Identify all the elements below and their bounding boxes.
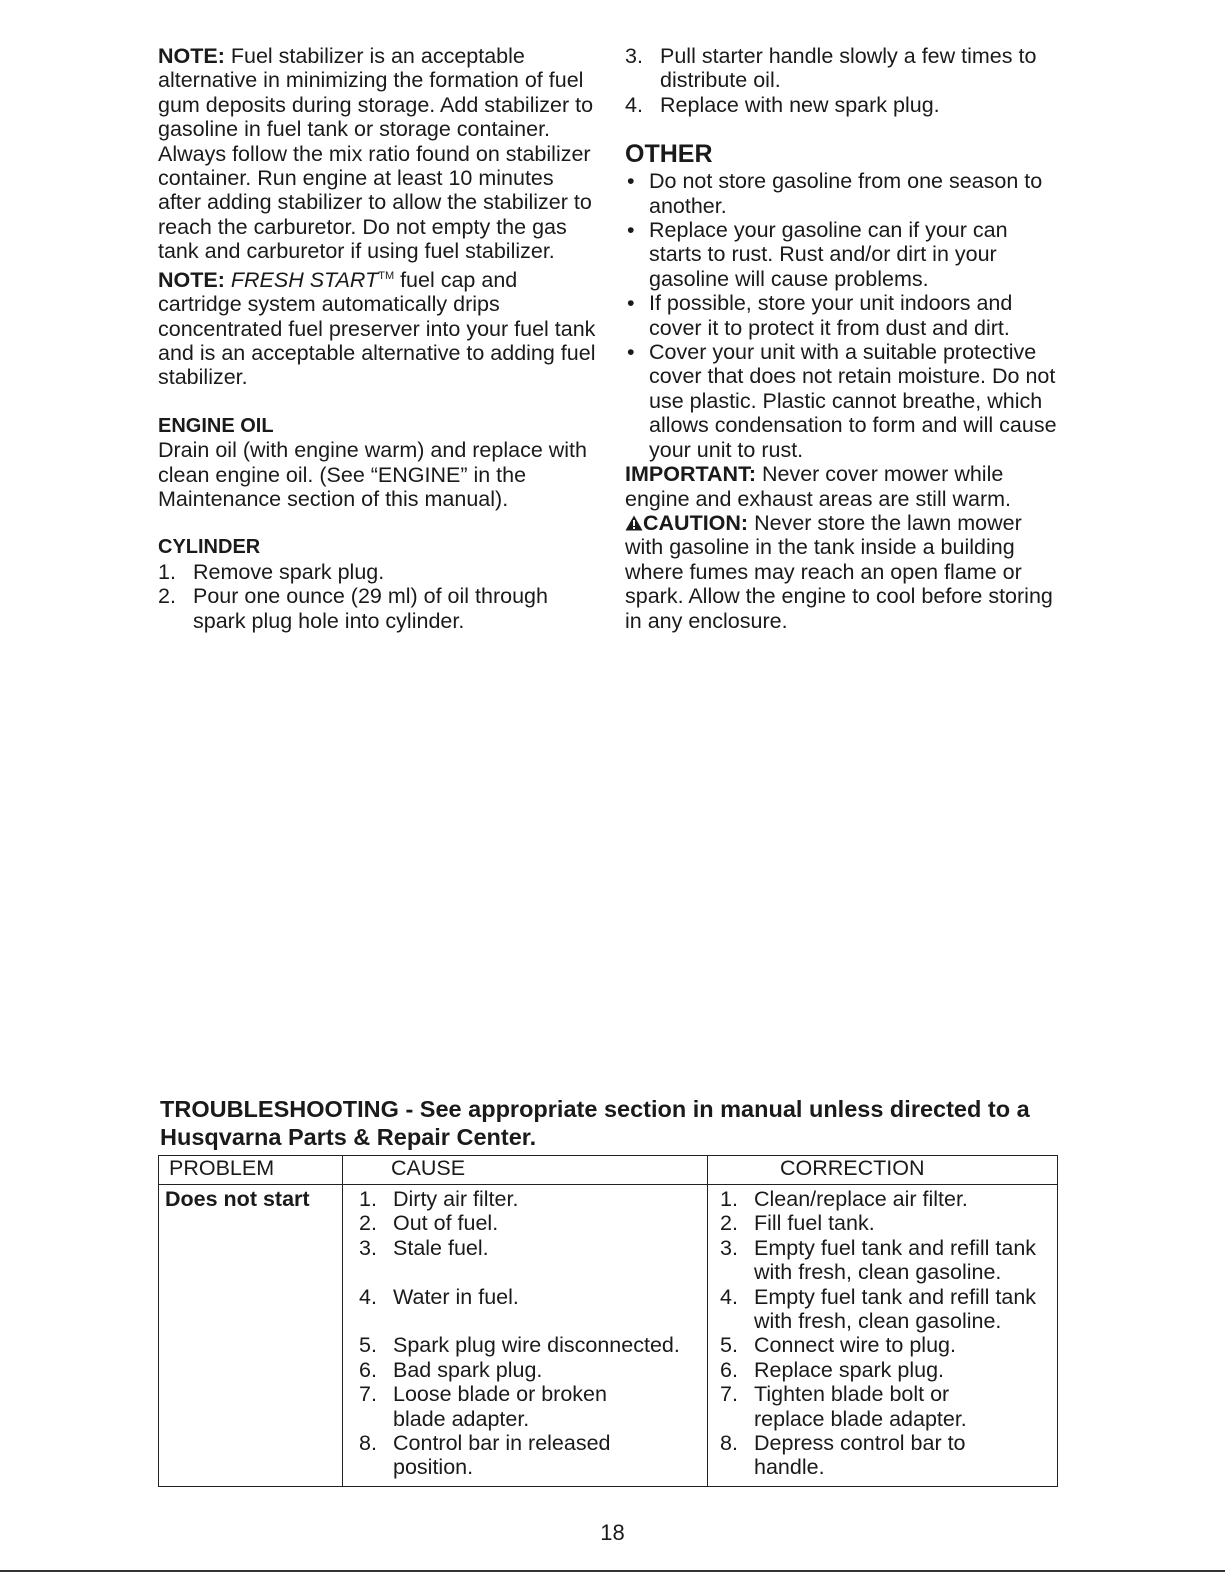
item-text: Replace spark plug. [754,1357,945,1382]
list-item [158,560,598,584]
cylinder-steps-continued [625,44,1065,117]
list-item [720,1382,984,1431]
list-item [625,291,1065,340]
important-text: Never cover mower while engine and exhaust areas are still warm. [625,462,1012,511]
caution-note [625,511,1065,633]
engine-oil-heading: ENGINE OIL [158,414,274,437]
item-number: 3. [359,1235,377,1260]
engine-oil-text: Drain oil (with engine warm) and replace with clean engine oil. (See “ENGINE” in the Maintenance section of this manual). [158,438,587,512]
header-cause: CAUSE [343,1156,708,1185]
item-number: 4. [720,1284,738,1309]
step-text: Pull starter handle slowly a few times to distribute oil. [660,44,1037,93]
note-text: fuel cap and cartridge system automatically drips concentrated fuel preserver into your fuel tank and is an acceptable alternative to adding fuel stabilizer. [158,267,596,390]
item-number: 7. [720,1382,738,1407]
step-text: Replace with new spark plug. [660,92,940,117]
table-row [159,1185,1058,1487]
item-text: Cover your unit with a suitable protective cover that does not retain moisture. Do not use plastic. Plastic cannot breathe, which allows condensation to form and will cause your unit to rust. [649,340,1057,462]
item-text: Stale fuel. [393,1235,489,1260]
item-text: If possible, store your unit indoors and cover it to protect it from dust and dirt. [649,291,1013,340]
troubleshooting-table [158,1155,1058,1487]
left-column [158,44,598,633]
header-problem: PROBLEM [159,1156,343,1185]
list-item [158,584,598,633]
list-item [720,1211,1057,1235]
caution-label: CAUTION: [643,510,749,535]
other-heading: OTHER [625,140,713,169]
list-item [720,1187,1057,1211]
fresh-start-note [158,264,598,390]
bullet: • [627,169,635,194]
cause-cell [343,1185,708,1487]
list-item [625,169,1065,218]
item-text: Depress control bar to handle. [754,1431,966,1480]
bottom-rule [0,1570,1225,1572]
bullet: • [627,218,635,243]
warning-triangle-icon [625,512,643,528]
list-item [625,218,1065,291]
item-text: Water in fuel. [393,1284,519,1309]
item-number: 1. [720,1187,738,1211]
item-text: Control bar in released position. [393,1431,611,1480]
step-number: 1. [158,559,176,584]
table-header-row [159,1156,1058,1185]
list-item [720,1431,984,1480]
list-item [720,1358,1057,1382]
list-item [625,44,1065,93]
list-item [359,1285,707,1334]
list-item [359,1382,643,1431]
list-item [720,1333,1057,1357]
troubleshooting-title: TROUBLESHOOTING - See appropriate section in manual unless directed to a Husqvarna Parts & Repair Center. [160,1096,1030,1150]
item-text: Empty fuel tank and refill tank with fresh, clean gasoline. [754,1284,1037,1334]
item-text: Bad spark plug. [393,1357,543,1382]
brand-name: FRESH START [230,267,379,292]
list-item [359,1333,707,1357]
correction-cell [708,1185,1058,1487]
item-number: 2. [720,1211,738,1236]
list-item [720,1236,1057,1285]
item-text: Replace your gasoline can if your can starts to rust. Rust and/or dirt in your gasoline will cause problems. [649,218,1008,291]
item-text: Spark plug wire disconnected. [393,1333,680,1358]
list-item [359,1236,707,1285]
list-item [359,1358,707,1382]
item-number: 1. [359,1187,377,1211]
item-text: Clean/replace air filter. [754,1187,968,1211]
list-item [625,340,1065,462]
step-number: 2. [158,584,176,609]
list-item [359,1211,707,1235]
item-number: 2. [359,1211,377,1236]
trademark: TM [378,269,395,282]
item-text: Empty fuel tank and refill tank with fresh, clean gasoline. [754,1235,1037,1285]
caution-text: Never store the lawn mower with gasoline in the tank inside a building where fumes may reach an open flame or spark. Allow the engine to cool before storing in any enclosure. [625,510,1053,633]
other-list [625,169,1065,462]
item-number: 5. [359,1333,377,1358]
item-number: 7. [359,1382,377,1407]
step-number: 3. [625,44,643,68]
note-label: NOTE: [158,267,225,292]
step-text: Remove spark plug. [193,559,385,584]
item-text: Do not store gasoline from one season to another. [649,169,1043,218]
cause-list [359,1187,707,1480]
note-text: Fuel stabilizer is an acceptable alternative in minimizing the formation of fuel gum deposits during storage. Add stabilizer to gasoline in fuel tank or storage container. Always follow the mix ratio found on stabilizer container. Run engine at least 10 minutes after adding stabilizer to allow the stabilizer to reach the carburetor. Do not empty the gas tank and carburetor if using fuel stabilizer. [158,44,594,264]
header-correction: CORRECTION [708,1156,1058,1185]
page-number: 18 [600,1520,625,1545]
item-number: 8. [359,1431,377,1456]
problem-cell: Does not start [159,1185,343,1487]
item-number: 5. [720,1333,738,1358]
item-number: 4. [359,1284,377,1309]
item-text: Loose blade or broken blade adapter. [393,1382,607,1431]
correction-list [720,1187,1057,1480]
item-text: Tighten blade bolt or replace blade adapter. [754,1382,967,1431]
item-number: 3. [720,1235,738,1260]
list-item [359,1431,643,1480]
item-text: Dirty air filter. [393,1187,519,1211]
right-column [625,44,1065,633]
item-text: Out of fuel. [393,1211,499,1236]
cylinder-heading: CYLINDER [158,536,261,559]
step-text: Pour one ounce (29 ml) of oil through spark plug hole into cylinder. [193,584,548,633]
bullet: • [627,291,635,316]
item-number: 8. [720,1431,738,1456]
step-number: 4. [625,92,643,117]
list-item [359,1187,707,1211]
note-label: NOTE: [158,44,225,68]
item-number: 6. [720,1357,738,1382]
item-number: 6. [359,1357,377,1382]
item-text: Connect wire to plug. [754,1333,956,1358]
list-item [625,93,1065,117]
list-item [720,1285,1057,1334]
important-note [625,462,1065,511]
fuel-stabilizer-note [158,44,598,264]
cylinder-steps [158,560,598,633]
item-text: Fill fuel tank. [754,1211,875,1236]
bullet: • [627,340,635,365]
important-label: IMPORTANT: [625,462,756,487]
